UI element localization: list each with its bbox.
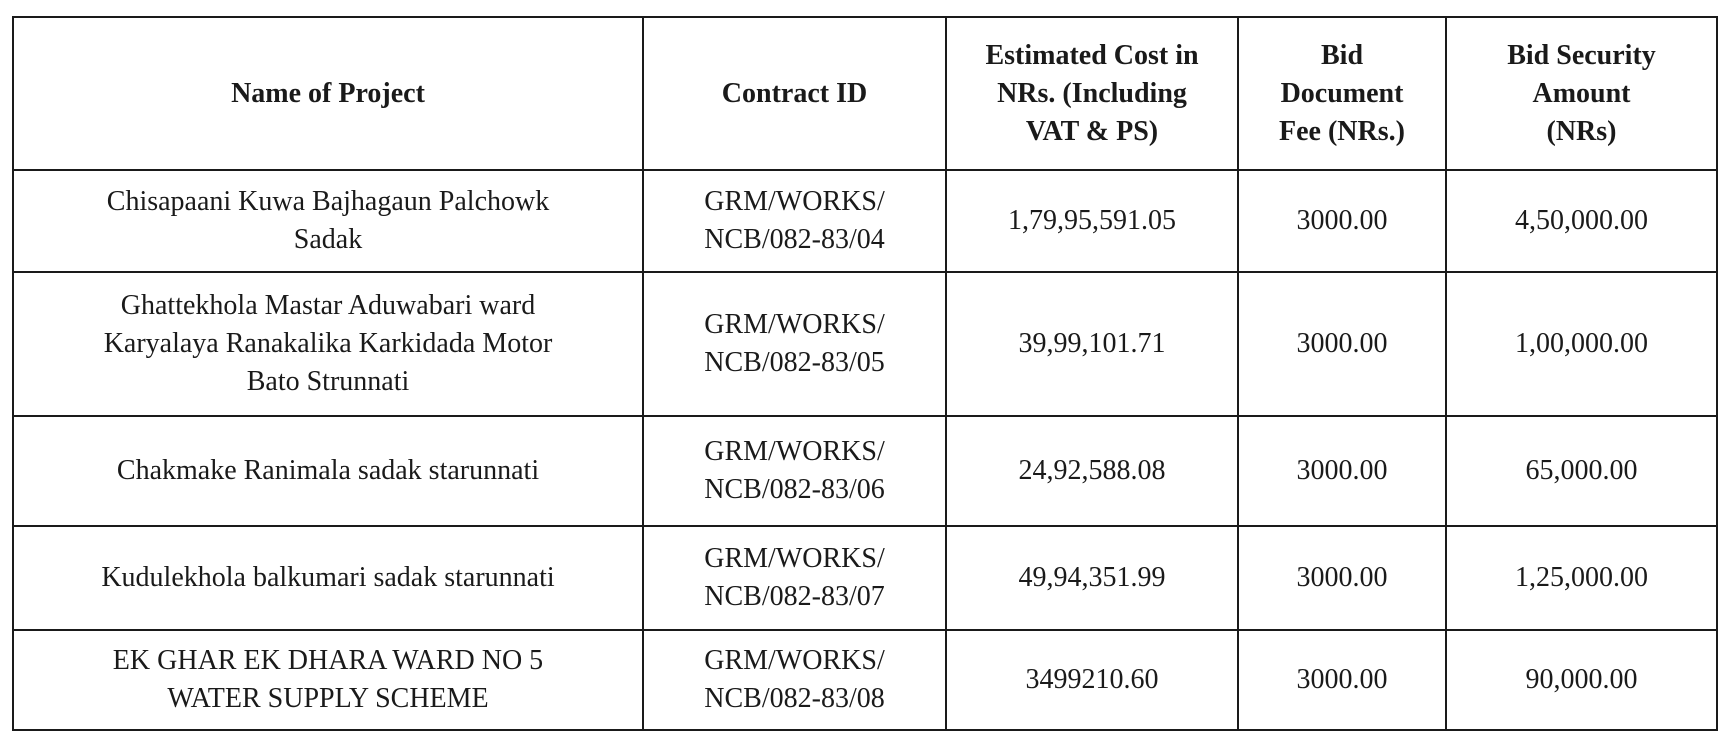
contract-id-cell: GRM/WORKS/ NCB/082-83/05	[643, 272, 946, 416]
cropped-text-top	[10, 0, 1720, 8]
table-row	[13, 170, 1717, 272]
bid-table	[12, 16, 1718, 731]
estimated-cost-cell: 24,92,588.08	[946, 416, 1238, 526]
bid-security-cell: 4,50,000.00	[1446, 170, 1717, 272]
header-bid-document-fee: Bid Document Fee (NRs.)	[1238, 17, 1446, 170]
contract-id-cell: GRM/WORKS/ NCB/082-83/08	[643, 630, 946, 730]
table-row	[13, 526, 1717, 630]
project-name-cell: EK GHAR EK DHARA WARD NO 5 WATER SUPPLY SCHEME	[13, 630, 643, 730]
bid-security-cell: 65,000.00	[1446, 416, 1717, 526]
table-header-row	[13, 17, 1717, 170]
cropped-text-bottom	[10, 731, 1510, 745]
bid-security-cell: 1,00,000.00	[1446, 272, 1717, 416]
bid-security-cell: 90,000.00	[1446, 630, 1717, 730]
bid-document-fee-cell: 3000.00	[1238, 170, 1446, 272]
table-row	[13, 272, 1717, 416]
table-row	[13, 630, 1717, 730]
project-name-cell: Chakmake Ranimala sadak starunnati	[13, 416, 643, 526]
project-name-cell: Chisapaani Kuwa Bajhagaun Palchowk Sadak	[13, 170, 643, 272]
bid-security-cell: 1,25,000.00	[1446, 526, 1717, 630]
bid-document-fee-cell: 3000.00	[1238, 272, 1446, 416]
project-name-cell: Ghattekhola Mastar Aduwabari ward Karyalaya Ranakalika Karkidada Motor Bato Strunnati	[13, 272, 643, 416]
estimated-cost-cell: 49,94,351.99	[946, 526, 1238, 630]
estimated-cost-cell: 39,99,101.71	[946, 272, 1238, 416]
header-name-of-project: Name of Project	[13, 17, 643, 170]
estimated-cost-cell: 1,79,95,591.05	[946, 170, 1238, 272]
estimated-cost-cell: 3499210.60	[946, 630, 1238, 730]
header-bid-security-amount: Bid Security Amount (NRs)	[1446, 17, 1717, 170]
bid-document-fee-cell: 3000.00	[1238, 526, 1446, 630]
contract-id-cell: GRM/WORKS/ NCB/082-83/06	[643, 416, 946, 526]
project-name-cell: Kudulekhola balkumari sadak starunnati	[13, 526, 643, 630]
header-contract-id: Contract ID	[643, 17, 946, 170]
contract-id-cell: GRM/WORKS/ NCB/082-83/07	[643, 526, 946, 630]
table-row	[13, 416, 1717, 526]
bid-document-fee-cell: 3000.00	[1238, 630, 1446, 730]
bid-document-fee-cell: 3000.00	[1238, 416, 1446, 526]
header-estimated-cost: Estimated Cost in NRs. (Including VAT & PS)	[946, 17, 1238, 170]
contract-id-cell: GRM/WORKS/ NCB/082-83/04	[643, 170, 946, 272]
